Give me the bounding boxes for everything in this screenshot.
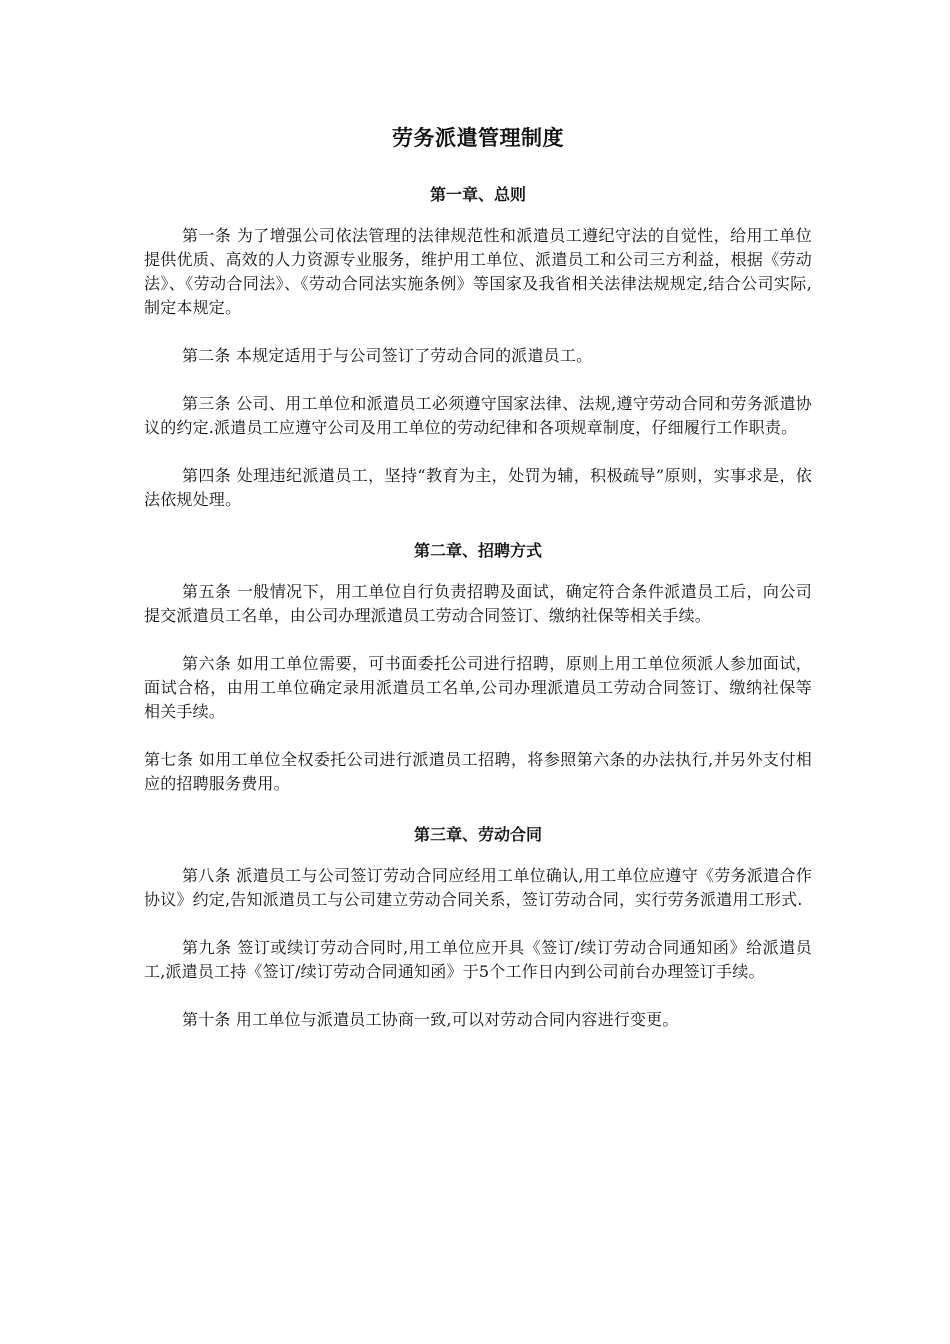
article-4: 第四条 处理违纪派遣员工，坚持“教育为主，处罚为辅，积极疏导”原则，实事求是，依法依规处理。	[144, 466, 812, 509]
document-body	[144, 118, 812, 1032]
chapter-heading: 第三章、劳动合同	[413, 825, 542, 844]
article-3: 第三条 公司、用工单位和派遣员工必须遵守国家法律、法规,遵守劳动合同和劳务派遣协议的约定.派遣员工应遵守公司及用工单位的劳动纪律和各项规章制度，仔细履行工作职责。	[144, 394, 812, 437]
chapter-heading: 第一章、总则	[429, 185, 526, 204]
chapter-heading: 第二章、招聘方式	[413, 541, 542, 560]
document-title: 劳务派遣管理制度	[392, 126, 564, 150]
article-9: 第九条 签订或续订劳动合同时,用工单位应开具《签订/续订劳动合同通知函》给派遣员工,派遣员工持《签订/续订劳动合同通知函》于5个工作日内到公司前台办理签订手续。	[144, 938, 812, 981]
article-6: 第六条 如用工单位需要，可书面委托公司进行招聘，原则上用工单位须派人参加面试，面试合格，由用工单位确定录用派遣员工名单,公司办理派遣员工劳动合同签订、缴纳社保等相关手续。	[144, 654, 812, 721]
article-2: 第二条 本规定适用于与公司签订了劳动合同的派遣员工。	[182, 346, 593, 365]
article-10: 第十条 用工单位与派遣员工协商一致,可以对劳动合同内容进行变更。	[182, 1010, 679, 1029]
article-8: 第八条 派遣员工与公司签订劳动合同应经用工单位确认,用工单位应遵守《劳务派遣合作协议》约定,告知派遣员工与公司建立劳动合同关系，签订劳动合同，实行劳务派遣用工形式.	[144, 866, 812, 909]
article-7: 第七条 如用工单位全权委托公司进行派遣员工招聘，将参照第六条的办法执行,并另外支付相应的招聘服务费用。	[144, 750, 812, 793]
chapter-3-section	[144, 820, 812, 1032]
chapter-1-section	[144, 180, 812, 512]
chapter-2-section	[144, 536, 812, 796]
article-1: 第一条 为了增强公司依法管理的法律规范性和派遣员工遵纪守法的自觉性，给用工单位提供优质、高效的人力资源专业服务，维护用工单位、派遣员工和公司三方利益，根据《劳动法》、《劳动合同法》、《劳动合同法实施条例》等国家及我省相关法律法规规定,结合公司实际,制定本规定。	[144, 226, 812, 317]
article-5: 第五条 一般情况下，用工单位自行负责招聘及面试，确定符合条件派遣员工后，向公司提交派遣员工名单，由公司办理派遣员工劳动合同签订、缴纳社保等相关手续。	[144, 582, 812, 625]
